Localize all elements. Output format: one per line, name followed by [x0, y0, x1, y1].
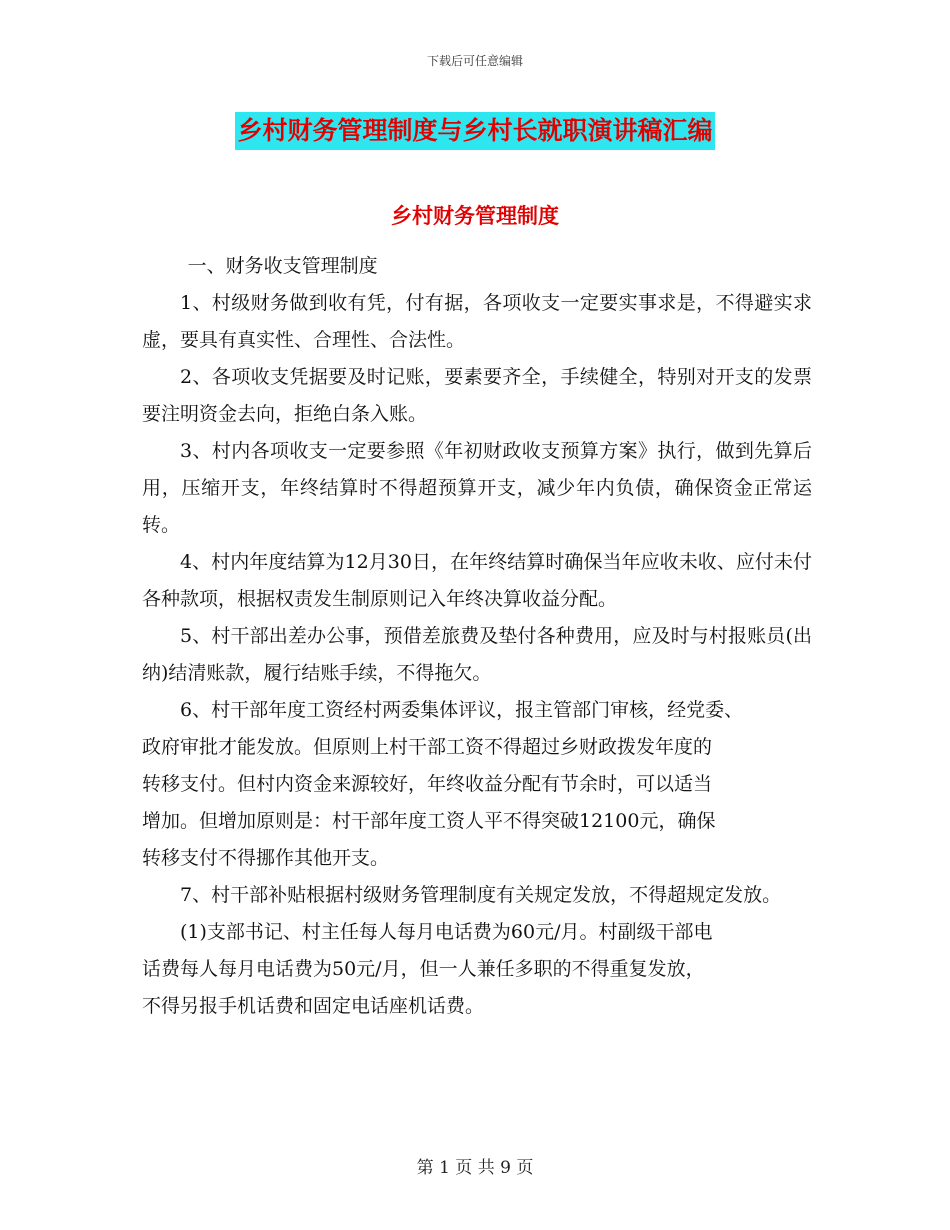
paragraph-8-line: 不得另报手机话费和固定电话座机话费。	[142, 995, 485, 1017]
document-title-text: 乡村财务管理制度与乡村长就职演讲稿汇编	[235, 112, 714, 150]
header-note: 下载后可任意编辑	[426, 54, 523, 68]
paragraph-8	[142, 914, 812, 1025]
paragraph-2: 2、各项收支凭据要及时记账，要素要齐全，手续健全，特别对开支的发票要注明资金去向，拒绝白条入账。	[142, 366, 812, 425]
paragraph-7: 7、村干部补贴根据村级财务管理制度有关规定发放，不得超规定发放。	[180, 884, 782, 906]
paragraph-3: 3、村内各项收支一定要参照《年初财政收支预算方案》执行，做到先算后用，压缩开支，年终结算时不得超预算开支，减少年内负债，确保资金正常运转。	[142, 440, 812, 536]
page-number: 第 1 页 共 9 页	[416, 1158, 534, 1178]
paragraph-6-line: 6、村干部年度工资经村两委集体评议，报主管部门审核，经党委、	[180, 699, 744, 721]
paragraph-5: 5、村干部出差办公事，预借差旅费及垫付各种费用，应及时与村报账员(出纳)结清账款，履行结账手续，不得拖欠。	[142, 625, 812, 684]
document-body	[142, 248, 812, 1025]
section-title: 乡村财务管理制度	[391, 204, 559, 228]
paragraph-8-line: (1)支部书记、村主任每人每月电话费为60元/月。村副级干部电	[180, 921, 713, 943]
paragraph-6	[142, 692, 812, 877]
document-title	[0, 112, 950, 150]
section-heading: 一、财务收支管理制度	[187, 255, 378, 277]
paragraph-8-line: 话费每人每月电话费为50元/月，但一人兼任多职的不得重复发放，	[142, 958, 705, 980]
paragraph-6-line: 转移支付。但村内资金来源较好，年终收益分配有节余时，可以适当	[142, 773, 713, 795]
paragraph-4: 4、村内年度结算为12月30日，在年终结算时确保当年应收未收、应付未付各种款项，根据权责发生制原则记入年终决算收益分配。	[142, 551, 812, 610]
paragraph-6-line: 政府审批才能发放。但原则上村干部工资不得超过乡财政拨发年度的	[142, 736, 713, 758]
paragraph-1: 1、村级财务做到收有凭，付有据，各项收支一定要实事求是，不得避实求虚，要具有真实性、合理性、合法性。	[142, 292, 812, 351]
paragraph-6-line: 转移支付不得挪作其他开支。	[142, 847, 390, 869]
paragraph-6-line: 增加。但增加原则是：村干部年度工资人平不得突破12100元，确保	[142, 810, 716, 832]
